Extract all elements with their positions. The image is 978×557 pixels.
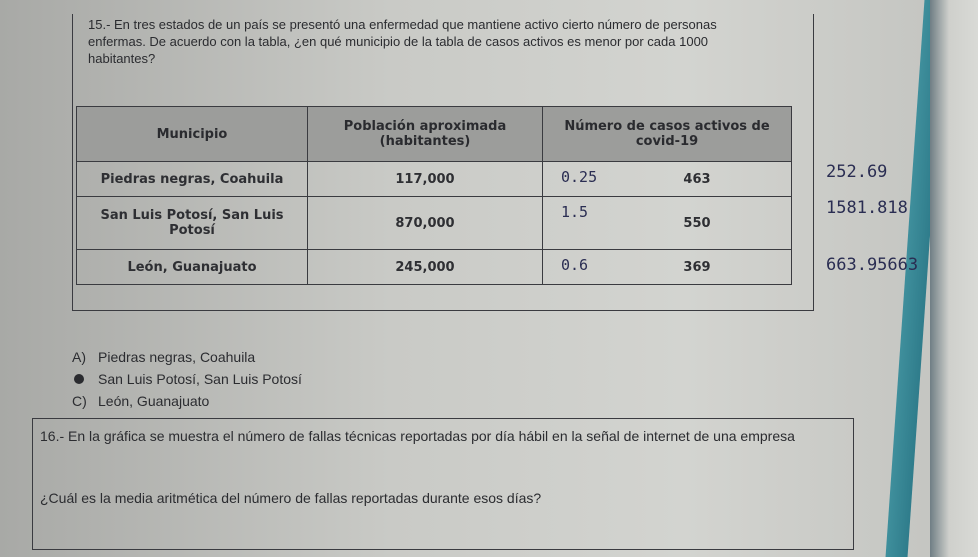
- cell-poblacion: 117,000: [308, 162, 543, 197]
- cell-municipio: Piedras negras, Coahuila: [77, 162, 308, 197]
- option-c[interactable]: [72, 390, 302, 412]
- handwritten-result-1: 252.69: [826, 162, 888, 182]
- question-16-prompt: ¿Cuál es la media aritmética del número de fallas reportadas durante esos días?: [40, 490, 542, 506]
- header-poblacion: Población aproximada (habitantes): [308, 107, 543, 162]
- option-a[interactable]: [72, 346, 302, 368]
- question-15-text: 15.- En tres estados de un país se presentó una enfermedad que mantiene activo cierto número de personas enfermas. De acuerdo con la tabla, ¿en qué municipio de la tabla de casos activos es menor por cada 1000 habitantes?: [88, 17, 717, 66]
- question-16-text: 16.- En la gráfica se muestra el número de fallas técnicas reportadas por día hábil en la señal de internet de una empresa: [40, 428, 795, 444]
- option-letter: C): [72, 393, 87, 409]
- cell-casos: [543, 250, 792, 285]
- option-text: Piedras negras, Coahuila: [98, 349, 256, 365]
- handwritten-ratio: 0.25: [561, 168, 598, 186]
- page-shadow: [930, 0, 978, 557]
- header-casos: Número de casos activos de covid-19: [543, 107, 792, 162]
- option-b[interactable]: [72, 368, 302, 390]
- selected-marker-icon: [74, 374, 84, 384]
- cases-value: 369: [683, 259, 711, 275]
- cell-municipio: San Luis Potosí, San Luis Potosí: [77, 197, 308, 250]
- cases-table: [76, 106, 792, 285]
- option-text: San Luis Potosí, San Luis Potosí: [98, 371, 302, 387]
- cell-casos: [543, 162, 792, 197]
- answer-options: [72, 346, 302, 412]
- handwritten-result-2: 1581.818: [826, 198, 908, 218]
- cell-poblacion: 870,000: [308, 197, 543, 250]
- table-row: [77, 197, 792, 250]
- cell-casos: [543, 197, 792, 250]
- cases-value: 550: [683, 215, 711, 231]
- table-row: [77, 162, 792, 197]
- table-row: [77, 250, 792, 285]
- handwritten-ratio: 1.5: [561, 203, 589, 221]
- cell-municipio: León, Guanajuato: [77, 250, 308, 285]
- cell-poblacion: 245,000: [308, 250, 543, 285]
- cases-value: 463: [683, 171, 711, 187]
- handwritten-ratio: 0.6: [561, 256, 589, 274]
- header-municipio: Municipio: [77, 107, 308, 162]
- option-text: León, Guanajuato: [98, 393, 210, 409]
- handwritten-result-3: 663.95663: [826, 255, 919, 275]
- option-letter: A): [72, 349, 86, 365]
